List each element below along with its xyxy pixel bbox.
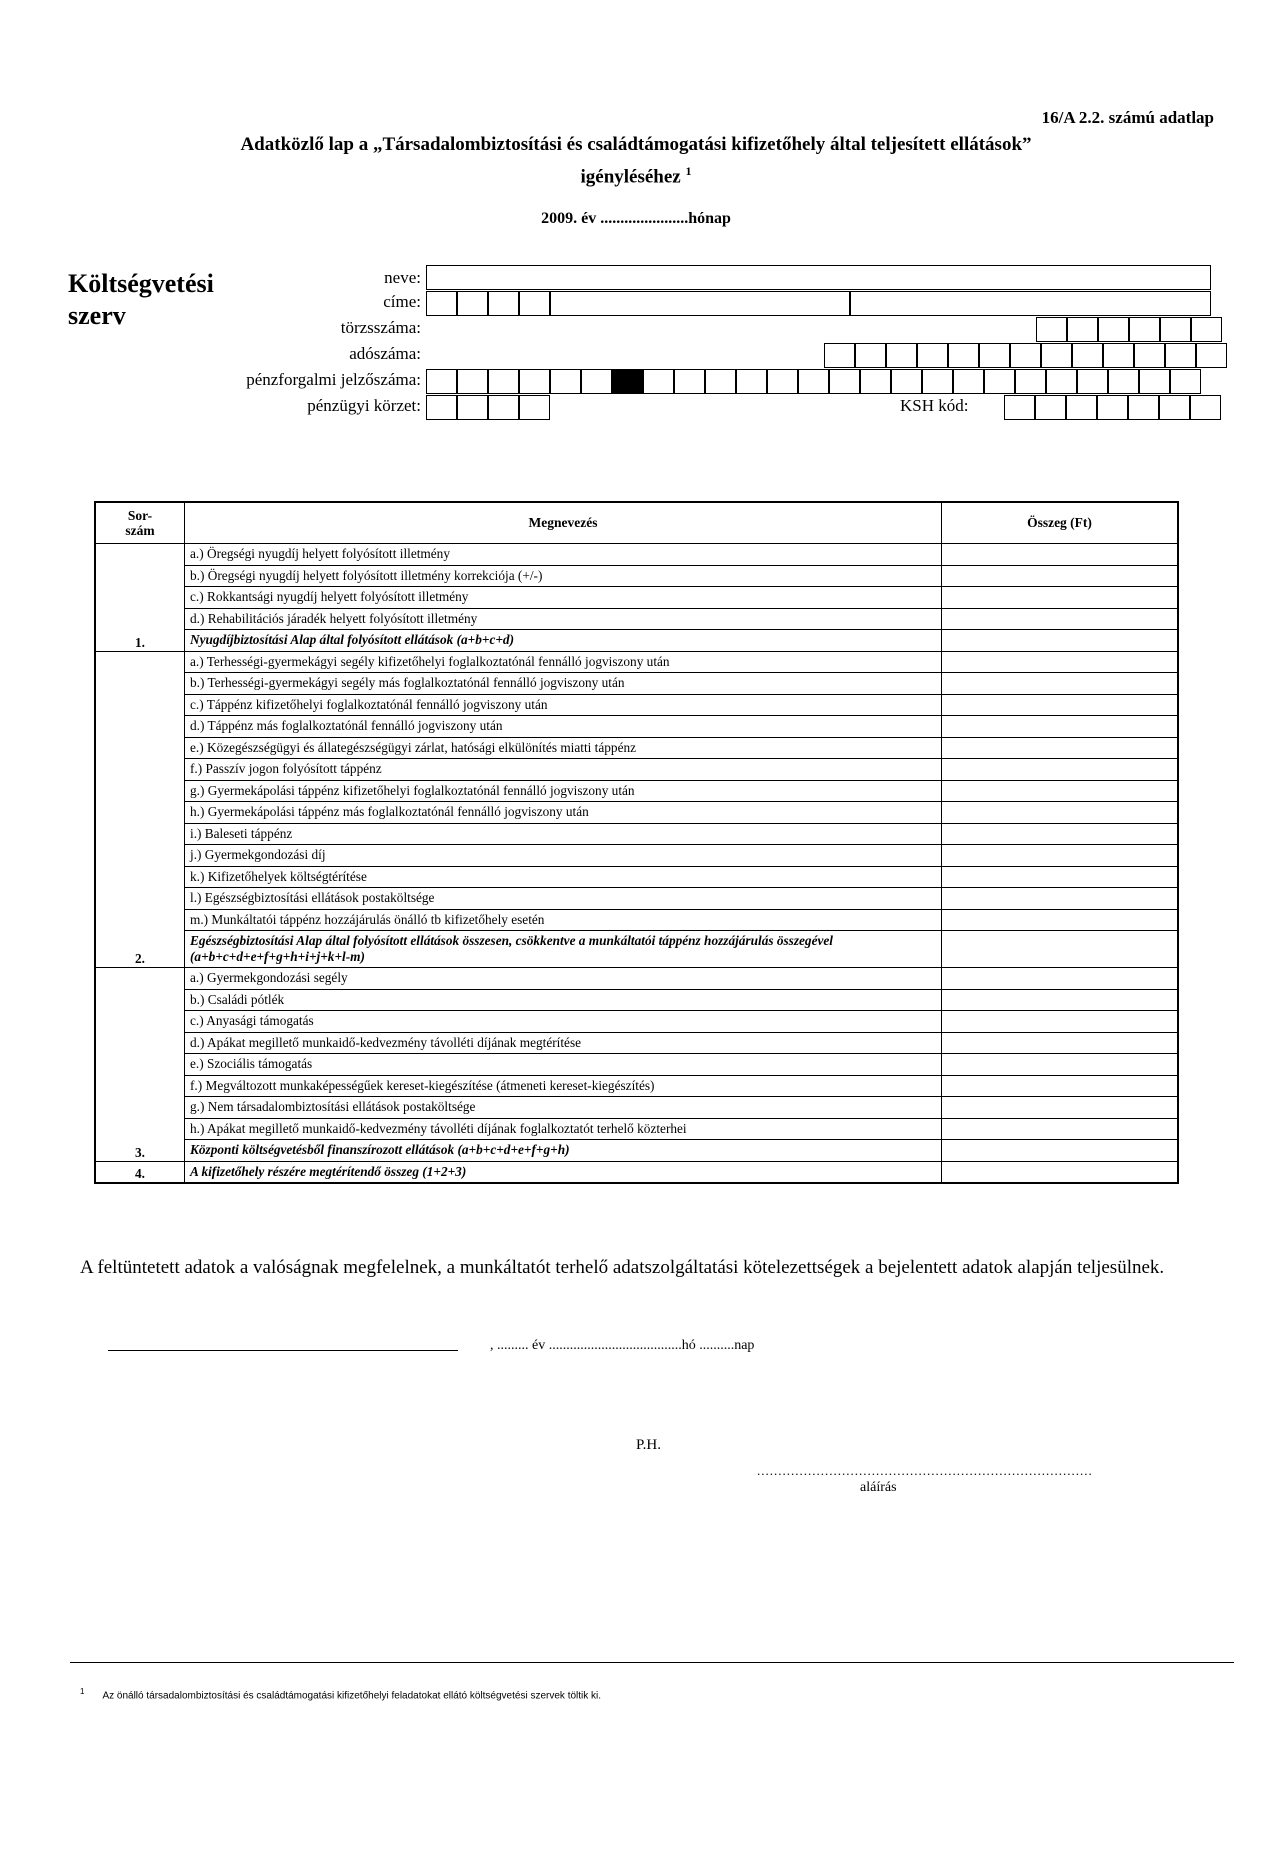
amount-cell[interactable] [942, 989, 1179, 1011]
item-name: g.) Gyermekápolási táppénz kifizetőhelyi foglalkoztatónál fennálló jogviszony után [185, 780, 942, 802]
penzforgalmi-cell[interactable] [984, 369, 1015, 394]
sum-amount-cell[interactable] [942, 630, 1179, 652]
penzforgalmi-cell[interactable] [519, 369, 550, 394]
sum-name: Nyugdíjbiztosítási Alap által folyósított ellátások (a+b+c+d) [185, 630, 942, 652]
adoszam-cell[interactable] [1010, 343, 1041, 368]
item-name: c.) Anyasági támogatás [185, 1011, 942, 1033]
sum-row [95, 1161, 1178, 1183]
table-row [95, 1118, 1178, 1140]
penzforgalmi-cell[interactable] [457, 369, 488, 394]
item-name: d.) Táppénz más foglalkoztatónál fennálló jogviszony után [185, 716, 942, 738]
footnote-divider [70, 1662, 1234, 1663]
amount-cell[interactable] [942, 888, 1179, 910]
sum-amount-cell[interactable] [942, 931, 1179, 968]
amount-cell[interactable] [942, 968, 1179, 990]
penzforgalmi-cell[interactable] [426, 369, 457, 394]
penzforgalmi-cell[interactable] [1170, 369, 1201, 394]
label-penzugyi: pénzügyi körzet: [307, 396, 421, 415]
penzforgalmi-cell[interactable] [1015, 369, 1046, 394]
label-cime: címe: [383, 292, 421, 311]
item-name: a.) Öregségi nyugdíj helyett folyósított illetmény [185, 544, 942, 566]
ksh-cell[interactable] [1097, 395, 1128, 420]
adoszam-cell[interactable] [855, 343, 886, 368]
amount-cell[interactable] [942, 802, 1179, 824]
title-line-1: Adatközlő lap a „Társadalombiztosítási és családtámogatási kifizetőhely által teljesített ellátások” [240, 134, 1032, 155]
item-name: b.) Öregségi nyugdíj helyett folyósított illetmény korrekciója (+/-) [185, 565, 942, 587]
amount-cell[interactable] [942, 1075, 1179, 1097]
sum-amount-cell[interactable] [942, 1140, 1179, 1162]
sum-name: Központi költségvetésből finanszírozott ellátások (a+b+c+d+e+f+g+h) [185, 1140, 942, 1162]
ksh-cell[interactable] [1035, 395, 1066, 420]
data-table [94, 501, 1179, 1184]
item-name: f.) Megváltozott munkaképességűek kereset-kiegészítése (átmeneti kereset-kiegészítés) [185, 1075, 942, 1097]
signature-dots[interactable]: ............................................................................... [757, 1463, 1093, 1478]
adoszam-cell[interactable] [979, 343, 1010, 368]
item-name: h.) Gyermekápolási táppénz más foglalkoztatónál fennálló jogviszony után [185, 802, 942, 824]
table-row [95, 608, 1178, 630]
penzforgalmi-cell[interactable] [736, 369, 767, 394]
torzsszam-cell[interactable] [1067, 317, 1098, 342]
amount-cell[interactable] [942, 694, 1179, 716]
item-name: d.) Rehabilitációs járadék helyett folyósított illetmény [185, 608, 942, 630]
amount-cell[interactable] [942, 673, 1179, 695]
adoszam-cell[interactable] [1196, 343, 1227, 368]
amount-cell[interactable] [942, 1054, 1179, 1076]
penzforgalmi-cell[interactable] [891, 369, 922, 394]
col-header-amount: Összeg (Ft) [942, 502, 1179, 544]
row-number: 1. [95, 544, 185, 652]
signature-label: aláírás [860, 1480, 897, 1495]
amount-cell[interactable] [942, 909, 1179, 931]
penzugyi-korzet-cell[interactable] [457, 395, 488, 420]
amount-cell[interactable] [942, 759, 1179, 781]
item-name: h.) Apákat megillető munkaidő-kedvezmény távolléti díjának foglalkoztatót terhelő közterhei [185, 1118, 942, 1140]
title-line-2: igényléséhez [580, 166, 681, 188]
item-name: a.) Gyermekgondozási segély [185, 968, 942, 990]
penzforgalmi-cell[interactable] [1046, 369, 1077, 394]
amount-cell[interactable] [942, 1097, 1179, 1119]
torzsszam-cell[interactable] [1160, 317, 1191, 342]
label-neve: neve: [384, 268, 421, 287]
form-title [0, 132, 1272, 190]
table-row [95, 909, 1178, 931]
table-row [95, 802, 1178, 824]
adoszam-cell[interactable] [1103, 343, 1134, 368]
penzforgalmi-cell[interactable] [612, 369, 643, 394]
adoszam-cell[interactable] [948, 343, 979, 368]
label-penzforgalmi: pénzforgalmi jelzőszáma: [246, 370, 421, 389]
amount-cell[interactable] [942, 737, 1179, 759]
penzforgalmi-cell[interactable] [488, 369, 519, 394]
penzforgalmi-cell[interactable] [922, 369, 953, 394]
table-row [95, 565, 1178, 587]
penzugyi-korzet-cell[interactable] [488, 395, 519, 420]
penzforgalmi-cell[interactable] [1077, 369, 1108, 394]
penzforgalmi-cell[interactable] [1108, 369, 1139, 394]
penzforgalmi-cell[interactable] [550, 369, 581, 394]
adoszam-cell[interactable] [1134, 343, 1165, 368]
cime-postcode-cell[interactable] [488, 291, 519, 316]
amount-cell[interactable] [942, 608, 1179, 630]
table-row [95, 673, 1178, 695]
penzforgalmi-cell[interactable] [953, 369, 984, 394]
row-number: 2. [95, 651, 185, 968]
item-name: f.) Passzív jogon folyósított táppénz [185, 759, 942, 781]
ksh-cell[interactable] [1066, 395, 1097, 420]
item-name: e.) Közegészségügyi és állategészségügyi zárlat, hatósági elkülönítés miatti táppénz [185, 737, 942, 759]
item-name: a.) Terhességi-gyermekágyi segély kifizetőhelyi foglalkoztatónál fennálló jogviszony után [185, 651, 942, 673]
place-signature-line[interactable] [108, 1350, 458, 1351]
sum-row [95, 630, 1178, 652]
table-row [95, 968, 1178, 990]
cime-street-field[interactable] [850, 291, 1211, 316]
table-row [95, 866, 1178, 888]
period-line: 2009. év ......................hónap [541, 210, 731, 227]
amount-cell[interactable] [942, 823, 1179, 845]
row-number: 3. [95, 968, 185, 1162]
amount-cell[interactable] [942, 780, 1179, 802]
item-name: k.) Kifizetőhelyek költségtérítése [185, 866, 942, 888]
penzforgalmi-cell[interactable] [798, 369, 829, 394]
label-ksh: KSH kód: [900, 396, 969, 415]
penzforgalmi-cell[interactable] [767, 369, 798, 394]
col-header-name: Megnevezés [185, 502, 942, 544]
penzforgalmi-cell[interactable] [705, 369, 736, 394]
penzforgalmi-cell[interactable] [581, 369, 612, 394]
table-row [95, 759, 1178, 781]
penzforgalmi-cell[interactable] [829, 369, 860, 394]
table-row [95, 544, 1178, 566]
torzsszam-cell[interactable] [1191, 317, 1222, 342]
ksh-cell[interactable] [1128, 395, 1159, 420]
item-name: g.) Nem társadalombiztosítási ellátások postaköltsége [185, 1097, 942, 1119]
label-torzsszama: törzsszáma: [340, 318, 421, 337]
col-header-num: Sor- szám [95, 502, 185, 544]
penzforgalmi-cell[interactable] [860, 369, 891, 394]
sum-row [95, 931, 1178, 968]
table-row [95, 1011, 1178, 1033]
adoszam-cell[interactable] [1165, 343, 1196, 368]
amount-cell[interactable] [942, 1032, 1179, 1054]
amount-cell[interactable] [942, 845, 1179, 867]
item-name: m.) Munkáltatói táppénz hozzájárulás önálló tb kifizetőhely esetén [185, 909, 942, 931]
sum-row [95, 1140, 1178, 1162]
table-row [95, 1075, 1178, 1097]
cime-postcode-cell[interactable] [457, 291, 488, 316]
amount-cell[interactable] [942, 1011, 1179, 1033]
amount-cell[interactable] [942, 565, 1179, 587]
ksh-cell[interactable] [1159, 395, 1190, 420]
item-name: c.) Rokkantsági nyugdíj helyett folyósított illetmény [185, 587, 942, 609]
penzugyi-korzet-cell[interactable] [426, 395, 457, 420]
date-line: , ......... év ......................................hó ..........nap [490, 1338, 755, 1353]
amount-cell[interactable] [942, 651, 1179, 673]
amount-cell[interactable] [942, 716, 1179, 738]
ksh-cell[interactable] [1190, 395, 1221, 420]
penzugyi-korzet-cell[interactable] [519, 395, 550, 420]
amount-cell[interactable] [942, 587, 1179, 609]
adoszam-cell[interactable] [1041, 343, 1072, 368]
item-name: b.) Terhességi-gyermekágyi segély más foglalkoztatónál fennálló jogviszony után [185, 673, 942, 695]
adoszam-cell[interactable] [1072, 343, 1103, 368]
penzforgalmi-cell[interactable] [1139, 369, 1170, 394]
neve-field[interactable] [426, 265, 1211, 290]
table-row [95, 694, 1178, 716]
table-row [95, 587, 1178, 609]
stamp-placeholder: P.H. [636, 1437, 662, 1453]
penzforgalmi-cell[interactable] [643, 369, 674, 394]
adoszam-cell[interactable] [917, 343, 948, 368]
form-id: 16/A 2.2. számú adatlap [1041, 108, 1214, 127]
table-row [95, 716, 1178, 738]
footnote-mark: 1 [80, 1687, 85, 1696]
table-row [95, 845, 1178, 867]
sum-amount-cell[interactable] [942, 1161, 1179, 1183]
sum-name: Egészségbiztosítási Alap által folyósított ellátások összesen, csökkentve a munkáltatói táppénz hozzájárulás összegével (a+b+c+d+e+f+g+h+i+j+k+l-m) [185, 931, 942, 968]
table-row [95, 989, 1178, 1011]
cime-postcode-cell[interactable] [426, 291, 457, 316]
item-name: e.) Szociális támogatás [185, 1054, 942, 1076]
table-row [95, 1032, 1178, 1054]
table-row [95, 1097, 1178, 1119]
item-name: j.) Gyermekgondozási díj [185, 845, 942, 867]
table-row [95, 780, 1178, 802]
table-row [95, 823, 1178, 845]
footnote-text: Az önálló társadalombiztosítási és családtámogatási kifizetőhelyi feladatokat ellátó költségvetési szervek töltik ki. [102, 1690, 602, 1702]
torzsszam-cell[interactable] [1129, 317, 1160, 342]
torzsszam-cell[interactable] [1098, 317, 1129, 342]
torzsszam-cell[interactable] [1036, 317, 1067, 342]
table-row [95, 1054, 1178, 1076]
cime-city-field[interactable] [550, 291, 850, 316]
org-heading-line-2: szerv [68, 301, 126, 330]
item-name: c.) Táppénz kifizetőhelyi foglalkoztatónál fennálló jogviszony után [185, 694, 942, 716]
row-number: 4. [95, 1161, 185, 1183]
amount-cell[interactable] [942, 866, 1179, 888]
table-row [95, 651, 1178, 673]
item-name: l.) Egészségbiztosítási ellátások postaköltsége [185, 888, 942, 910]
item-name: d.) Apákat megillető munkaidő-kedvezmény távolléti díjának megtérítése [185, 1032, 942, 1054]
table-row [95, 888, 1178, 910]
label-adoszama: adószáma: [349, 344, 421, 363]
penzforgalmi-cell[interactable] [674, 369, 705, 394]
adoszam-cell[interactable] [886, 343, 917, 368]
org-heading-line-1: Költségvetési [68, 269, 214, 298]
declaration-text: A feltüntetett adatok a valóságnak megfelelnek, a munkáltatót terhelő adatszolgáltatási kötelezettségek a bejelentett adatok alapján teljesülnek. [80, 1257, 1165, 1278]
adoszam-cell[interactable] [824, 343, 855, 368]
amount-cell[interactable] [942, 1118, 1179, 1140]
cime-postcode-cell[interactable] [519, 291, 550, 316]
item-name: b.) Családi pótlék [185, 989, 942, 1011]
title-footnote-mark: 1 [685, 164, 692, 178]
table-row [95, 737, 1178, 759]
footnote [80, 1687, 601, 1701]
ksh-cell[interactable] [1004, 395, 1035, 420]
amount-cell[interactable] [942, 544, 1179, 566]
sum-name: A kifizetőhely részére megtérítendő összeg (1+2+3) [185, 1161, 942, 1183]
item-name: i.) Baleseti táppénz [185, 823, 942, 845]
